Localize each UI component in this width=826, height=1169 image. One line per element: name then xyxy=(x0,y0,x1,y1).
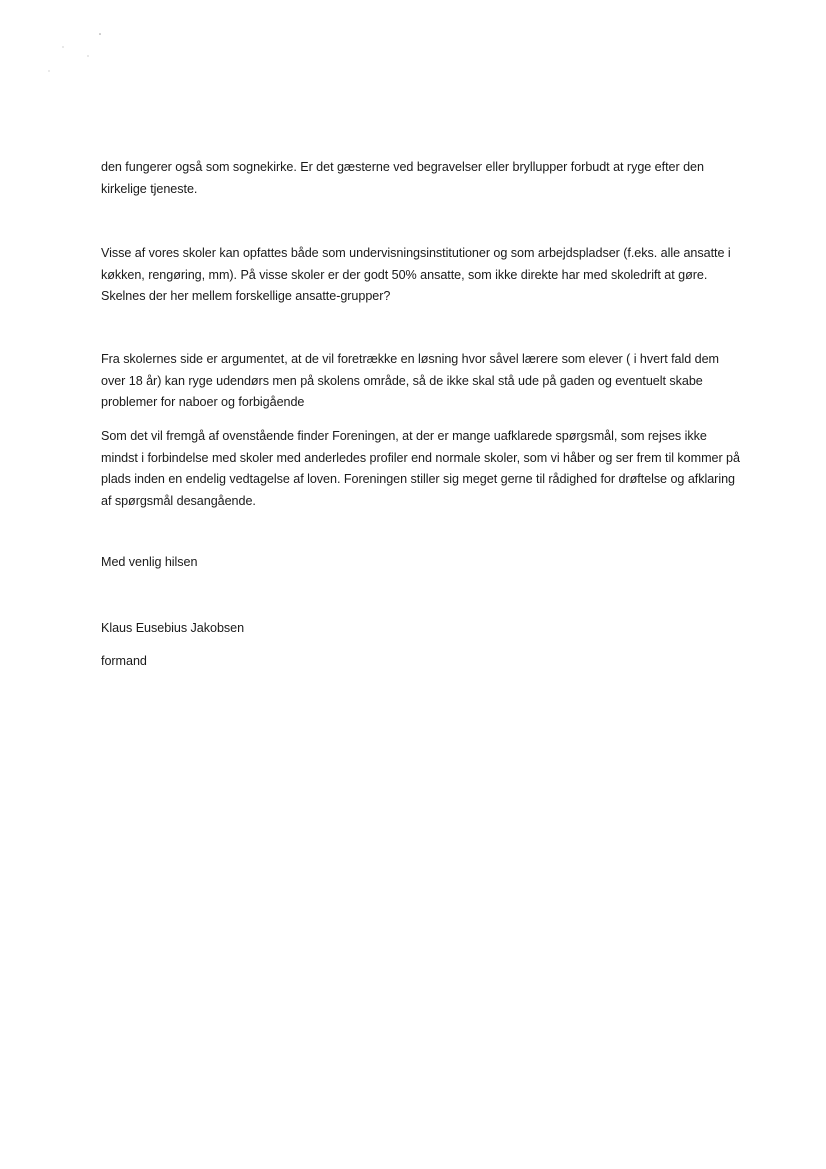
paragraph-church-ceremonies: den fungerer også som sognekirke. Er det gæsterne ved begravelser eller bryllupper forbudt at ryge efter den kirkelige tjeneste. xyxy=(101,160,704,196)
paragraph-association-conclusion: Som det vil fremgå af ovenstående finder Foreningen, at der er mange uafklarede spørgsmål, som rejses ikke mindst i forbindelse med skoler med anderledes profiler end normale skoler, som vi håber og ser frem til kommer på plads inden en endelig vedtagelse af loven. Foreningen stiller sig meget gerne til rådighed for drøftelse og afklaring af spørgsmål desangående. xyxy=(101,429,740,508)
signer-title: formand xyxy=(101,654,147,668)
scan-noise-marks xyxy=(0,0,120,90)
paragraph-school-workplaces: Visse af vores skoler kan opfattes både som undervisningsinstitutioner og som arbejdspladser (f.eks. alle ansatte i køkken, rengøring, mm). På visse skoler er der godt 50% ansatte, som ikke direkte har med skoledrift at gøre. Skelnes der her mellem forskellige ansatte-grupper? xyxy=(101,246,731,303)
signer-name: Klaus Eusebius Jakobsen xyxy=(101,621,245,635)
paragraph-school-argument: Fra skolernes side er argumentet, at de vil foretrække en løsning hvor såvel lærere som elever ( i hvert fald dem over 18 år) kan ryge udendørs men på skolens område, så de ikke skal stå ude på gaden og eventuelt skabe problemer for naboer og forbigående xyxy=(101,352,720,409)
closing-greeting: Med venlig hilsen xyxy=(101,555,198,569)
